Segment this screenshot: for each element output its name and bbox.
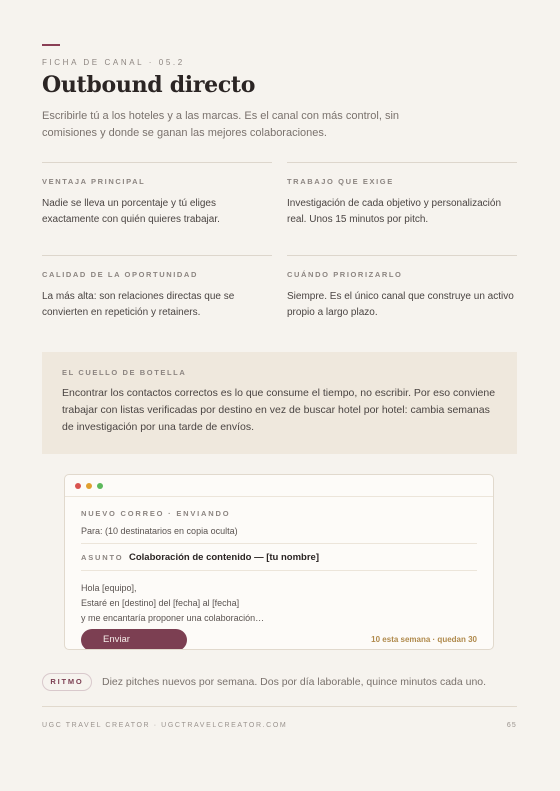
footer-brand: UGC TRAVEL CREATOR · UGCTRAVELCREATOR.COM bbox=[42, 722, 288, 729]
section-eyebrow: FICHA DE CANAL · 05.2 bbox=[42, 58, 185, 67]
intro-paragraph: Escribirle tú a los hoteles y a las marcas. Es el canal con más control, sin comisiones y donde se ganan las mejores colaboraciones. bbox=[42, 110, 400, 139]
rhythm-badge: RITMO bbox=[42, 673, 92, 691]
card-main-advantage bbox=[42, 162, 272, 228]
footer-divider bbox=[42, 706, 517, 707]
send-counter: 10 esta semana · quedan 30 bbox=[371, 635, 477, 644]
email-status: NUEVO CORREO · ENVIANDO bbox=[81, 509, 231, 518]
page-number: 65 bbox=[506, 722, 517, 729]
email-body[interactable] bbox=[81, 571, 477, 626]
card-label: TRABAJO QUE EXIGE bbox=[287, 177, 394, 186]
card-required-work bbox=[287, 162, 517, 228]
accent-rule bbox=[42, 44, 60, 46]
subject-value: Colaboración de contenido — [tu nombre] bbox=[129, 552, 319, 563]
page-title: Outbound directo bbox=[42, 72, 256, 98]
subject-key: ASUNTO bbox=[81, 553, 124, 562]
minimize-dot-icon bbox=[86, 483, 92, 489]
card-text: Investigación de cada objetivo y personalización real. Unos 15 minutos por pitch. bbox=[287, 198, 502, 225]
card-text: Siempre. Es el único canal que construye un activo propio a largo plazo. bbox=[287, 291, 514, 318]
close-dot-icon bbox=[75, 483, 81, 489]
window-titlebar bbox=[65, 475, 493, 497]
bottleneck-callout bbox=[42, 352, 517, 454]
send-button[interactable]: Enviar bbox=[81, 629, 187, 650]
email-body-line: Hola [equipo], bbox=[81, 583, 137, 593]
card-text: La más alta: son relaciones directas que se convierten en repetición y retainers. bbox=[42, 291, 235, 318]
card-text: Nadie se lleva un porcentaje y tú eliges exactamente con quién quieres trabajar. bbox=[42, 198, 220, 225]
card-label: VENTAJA PRINCIPAL bbox=[42, 177, 146, 186]
email-subject-row[interactable] bbox=[81, 544, 477, 571]
email-window-mockup bbox=[64, 474, 494, 650]
rhythm-text: Diez pitches nuevos por semana. Dos por día laborable, quince minutos cada uno. bbox=[102, 676, 487, 688]
card-label: CALIDAD DE LA OPORTUNIDAD bbox=[42, 270, 198, 279]
callout-text: Encontrar los contactos correctos es lo que consume el tiempo, no escribir. Por eso conviene trabajar con listas verificadas por destino en vez de buscar hotel por hotel: cambia semanas de investigación por una tarde de envíos. bbox=[62, 387, 496, 433]
maximize-dot-icon bbox=[97, 483, 103, 489]
callout-label: EL CUELLO DE BOTELLA bbox=[62, 368, 187, 377]
card-opportunity-quality bbox=[42, 255, 272, 321]
card-when-prioritize bbox=[287, 255, 517, 321]
email-body-line: y me encantaría proponer una colaboración… bbox=[81, 613, 265, 623]
email-to-field[interactable]: Para: (10 destinatarios en copia oculta) bbox=[81, 526, 477, 544]
email-body-line: Estaré en [destino] del [fecha] al [fecha] bbox=[81, 598, 240, 608]
card-label: CUÁNDO PRIORIZARLO bbox=[287, 270, 403, 279]
